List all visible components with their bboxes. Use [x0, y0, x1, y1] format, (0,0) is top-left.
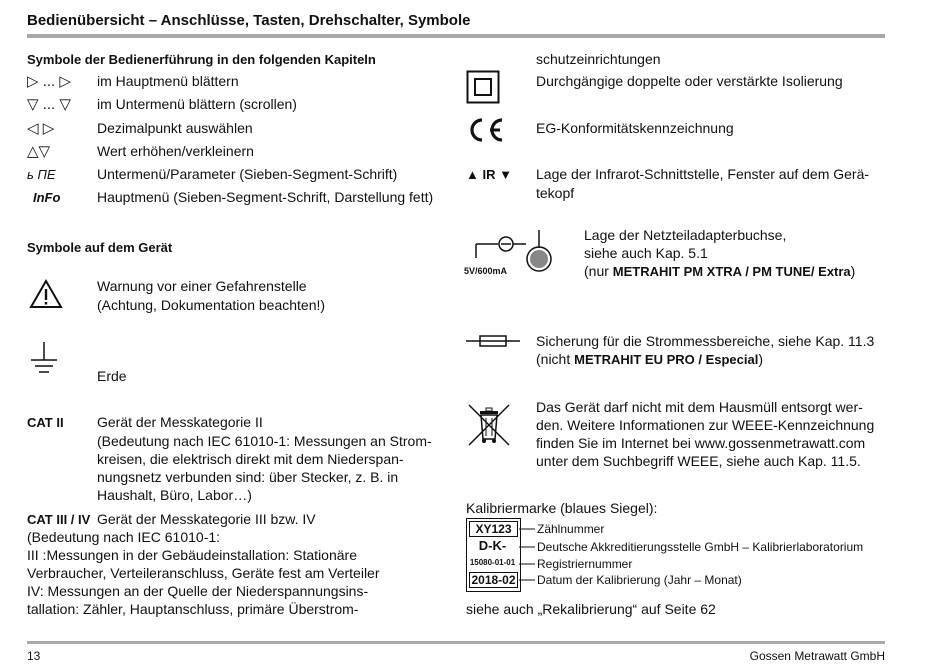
menu-symbol-2: ▽ ... ▽: [27, 96, 71, 113]
insulation-text: Durchgängige doppelte oder verstärkte Isolierung: [536, 73, 843, 89]
fuse-note: (nicht METRAHIT EU PRO / Especial): [536, 351, 763, 367]
cat2-text-4: nungsnetz verbunden sind: über Stecker, z. B. in: [97, 469, 399, 485]
adapter-text-2: siehe auch Kap. 5.1: [584, 245, 708, 261]
menu-symbol-6: InFo: [33, 190, 61, 205]
weee-text-4: unter dem Suchbegriff WEEE, siehe auch Kap. 11.5.: [536, 453, 861, 469]
cat34-label: CAT III / IV: [27, 512, 91, 527]
ce-mark-icon: [466, 116, 506, 144]
menu-text-2: im Untermenü blättern (scrollen): [97, 96, 297, 112]
menu-text-6: Hauptmenü (Sieben-Segment-Schrift, Darstellung fett): [97, 189, 434, 205]
seal-dakks: D-K-: [478, 538, 507, 553]
earth-icon: [29, 340, 59, 378]
adapter-text-1: Lage der Netzteiladapterbuchse,: [584, 227, 787, 243]
menu-symbols-heading: Symbole der Bedienerführung in den folgenden Kapiteln: [27, 52, 376, 67]
warning-text-2: (Achtung, Dokumentation beachten!): [97, 297, 326, 313]
seal-date: 2018-02: [469, 572, 518, 588]
calib-label-counter: Zählnummer: [537, 522, 605, 536]
seal-registration: 15080-01-01: [469, 558, 516, 567]
weee-text-2: den. Weitere Informationen zur WEEE-Kennzeichnung: [536, 417, 875, 433]
cont-line: schutzeinrichtungen: [536, 51, 661, 67]
double-insulation-icon: [466, 70, 500, 104]
calibration-seal: [466, 518, 521, 592]
calibration-heading: Kalibriermarke (blaues Siegel):: [466, 500, 658, 516]
page-number: 13: [27, 649, 41, 663]
menu-symbol-5: ь ΠE: [27, 167, 56, 182]
cat2-text-5: Haushalt, Büro, Labor…): [97, 487, 252, 503]
cat34-text-5: IV: Messungen an der Quelle der Niederspannungsins-: [27, 583, 369, 599]
weee-text-1: Das Gerät darf nicht mit dem Hausmüll entsorgt wer-: [536, 399, 863, 415]
menu-symbol-4: △▽: [27, 143, 51, 160]
cat2-label: CAT II: [27, 415, 64, 430]
top-rule: [27, 34, 885, 38]
fuse-icon: [466, 334, 520, 348]
ir-text-2: tekopf: [536, 185, 575, 201]
adapter-rating-label: 5V/600mA: [464, 266, 508, 276]
earth-text: Erde: [97, 368, 127, 384]
device-symbols-heading: Symbole auf dem Gerät: [27, 240, 173, 255]
weee-text-3: finden Sie im Internet bei www.gossenmetrawatt.com: [536, 435, 866, 451]
menu-symbol-3: ◁ ▷: [27, 120, 55, 137]
cat34-text-1: Gerät der Messkategorie III bzw. IV: [97, 511, 316, 527]
calib-label-date: Datum der Kalibrierung (Jahr – Monat): [537, 573, 742, 587]
recalibration-reference: siehe auch „Rekalibrierung“ auf Seite 62: [466, 601, 716, 617]
cat2-text-2: (Bedeutung nach IEC 61010-1: Messungen an Strom-: [97, 433, 432, 449]
menu-symbol-1: ▷ ... ▷: [27, 73, 71, 90]
page-title: Bedienübersicht – Anschlüsse, Tasten, Drehschalter, Symbole: [27, 12, 471, 29]
adapter-note: (nur METRAHIT PM XTRA / PM TUNE/ Extra): [584, 263, 856, 279]
warning-text-1: Warnung vor einer Gefahrenstelle: [97, 278, 307, 294]
ir-symbol: ▲ IR ▼: [466, 167, 512, 182]
warning-triangle-icon: [29, 279, 63, 309]
calibration-leaders: [519, 520, 537, 590]
menu-text-5: Untermenü/Parameter (Sieben-Segment-Schrift): [97, 166, 398, 182]
cat2-text-3: kreisen, die elektrisch direkt mit dem Niederspan-: [97, 451, 404, 467]
calib-label-registration: Registriernummer: [537, 557, 633, 571]
menu-text-3: Dezimalpunkt auswählen: [97, 120, 253, 136]
ce-text: EG-Konformitätskennzeichnung: [536, 120, 734, 136]
cat2-text-1: Gerät der Messkategorie II: [97, 414, 263, 430]
menu-text-1: im Hauptmenü blättern: [97, 73, 239, 89]
cat34-text-2: (Bedeutung nach IEC 61010-1:: [27, 529, 221, 545]
calib-label-dakks: Deutsche Akkreditierungsstelle GmbH – Kalibrierlaboratorium: [537, 540, 864, 554]
cat34-text-3: III :Messungen in der Gebäudeinstallation: Stationäre: [27, 547, 357, 563]
ir-text-1: Lage der Infrarot-Schnittstelle, Fenster auf dem Gerä-: [536, 166, 870, 182]
cat34-text-4: Verbraucher, Verteileranschluss, Geräte fest am Verteiler: [27, 565, 380, 581]
bottom-rule: [27, 641, 885, 644]
menu-text-4: Wert erhöhen/verkleinern: [97, 143, 254, 159]
seal-counter: XY123: [469, 521, 518, 537]
footer-company: Gossen Metrawatt GmbH: [749, 649, 885, 663]
fuse-text: Sicherung für die Strommessbereiche, siehe Kap. 11.3: [536, 333, 875, 349]
cat34-text-6: tallation: Zähler, Hauptanschluss, primäre Überstrom-: [27, 601, 359, 617]
weee-crossed-bin-icon: [466, 402, 512, 448]
